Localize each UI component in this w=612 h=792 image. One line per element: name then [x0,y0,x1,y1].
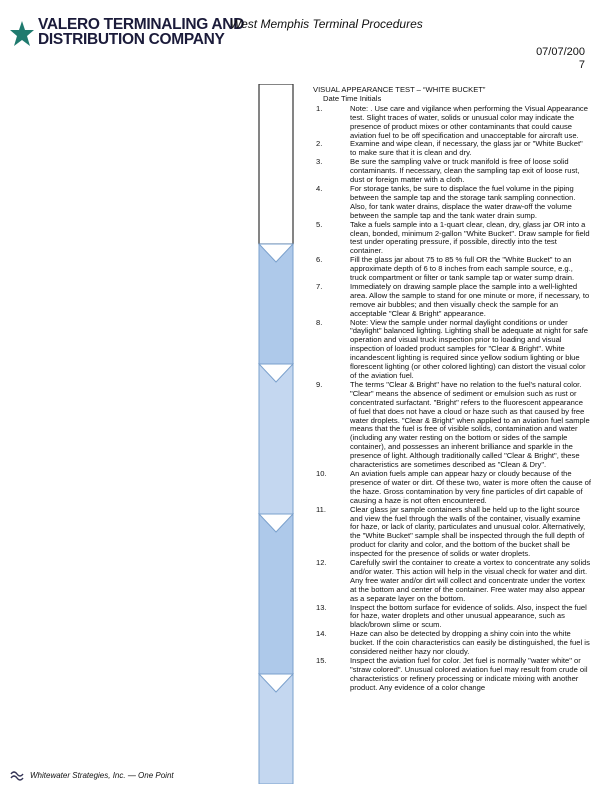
step-number: 8. [316,317,323,327]
step-text: Inspect the aviation fuel for color. Jet fuel is normally "water white" or "straw colored". Unusual colored aviation fuel may result from crude oil characteristics or refinery processing or indicate mixing with another product. Any evidence of a color change [350,656,588,692]
step-item [313,559,591,604]
step-number: 14. [316,629,327,639]
page-number: 7 [578,59,585,71]
flow-bar-segment-3 [259,514,293,674]
step-number: 5. [316,219,323,229]
step-text: Examine and wipe clean, if necessary, the glass jar or "White Bucket" to make sure that it is clean and dry. [350,139,583,158]
procedure-content [313,86,591,693]
company-name-line1: VALERO TERMINALING AND [38,16,245,33]
footer [10,770,174,782]
step-text: The terms "Clear & Bright" have no relation to the fuel's natural color. "Clear" means the absence of sediment or emulsion such as rust or concentrated surfactant. "Bright" refers to the fluorescent appearance of fuel that does not have a cloud or haze such as that caused by free water droplets. "Clear & Bright" when applied to an aviation fuel sample means that the fuel is free of visible solids, contamination and water (including any water resting on the bottom or sides of the sample container), and possesses an inherent brilliance and sparkle in the presence of light. Although traditionally called "Clear & Bright", these characteristics are sometimes described as "Clean & Dry". [350,379,590,470]
step-number: 15. [316,656,327,665]
step-number: 6. [316,255,323,265]
step-number: 3. [316,157,323,167]
company-logo [10,16,245,51]
step-text: Carefully swirl the container to create a vortex to concentrate any solids and/or water. This action will help in the visual check for water and dirt. Any free water and/or dirt will collect and concentrate under the vortex at the bottom and center of the container. Free water may also appear as a separate layer on the bottom. [350,558,591,603]
step-item [313,506,591,559]
step-text: Note: View the sample under normal daylight conditions or under "daylight" balanced lighting. Lighting shall be adequate at night for safe operation and visual truck inspection prior to loading and visual inspection of loaded product samples for "Clear & Bright". White incandescent lighting is required since yellow sodium lighting or blue florescent lighting (or other colored lighting) can distort the visual color of the aviation fuel. [350,317,589,380]
step-item [313,657,591,693]
valero-star-icon [10,21,34,47]
step-item [313,221,591,257]
step-list [313,105,591,693]
step-item [313,256,591,283]
step-number: 9. [316,379,323,389]
flow-bar-segment-2 [259,364,293,514]
step-number: 12. [316,558,327,568]
step-item [313,140,591,158]
step-text: Fill the glass jar about 75 to 85 % full OR the "White Bucket" to an approximate depth of 6 to 8 inches from each sample source, e.g., truck compartment or filter or tank sample tap or water sump drain. [350,255,575,283]
footer-text: Whitewater Strategies, Inc. — One Point [30,771,174,781]
step-item [313,319,591,381]
step-text: Clear glass jar sample containers shall be held up to the light source and view the fuel through the walls of the container, visually examine for haze, or lack of clarity, particulates and unusual color. Alternatively, the "White Bucket" sample shall be inspected through the full depth of product for clarity and color, and the bottom of the bucket shall be inspected for the presence of solids or water droplets. [350,504,586,559]
whitewater-logo-icon [10,770,26,782]
step-item [313,630,591,657]
step-number: 13. [316,602,327,612]
step-item [313,185,591,221]
signoff-columns: Date Time Initials [323,93,382,103]
step-text: Immediately on drawing sample place the sample into a well-lighted area. Allow the sample to stand for one minute or more, if necessary, to remove air bubbles; and then visually check the sample for an acceptable "Clear & Bright" appearance. [350,281,590,318]
step-item [313,604,591,631]
step-number: 1. [316,103,323,113]
step-text: Inspect the bottom surface for evidence of solids. Also, inspect the fuel for haze, water droplets and other unusual appearance, such as black/brown slime or scum. [350,602,587,630]
step-number: 2. [316,139,323,149]
document-title: West Memphis Terminal Procedures [230,17,423,31]
step-item [313,105,591,141]
document-date: 07/07/200 [536,46,585,58]
step-text: Note: . Use care and vigilance when performing the Visual Appearance test. Slight traces of water, solids or unusual color may indicate the presence of product mixes or other contaminants that could cause aviation fuel to be off specification and unacceptable for aircraft use. [350,103,588,140]
company-name-line2: DISTRIBUTION COMPANY [38,31,225,48]
step-text: An aviation fuels ample can appear hazy or cloudy because of the presence of water or dirt. Of these two, water is more often the cause of the haze. Gross contamination by very fine particles of dirt capable of causing a haze is not often encountered. [350,468,592,505]
step-text: Haze can also be detected by dropping a shiny coin into the white bucket. If the coin characteristics can easily be distinguished, the fuel is considered neither hazy nor cloudy. [350,629,590,657]
step-item [313,283,591,319]
section-title: VISUAL APPEARANCE TEST – “WHITE BUCKET” [313,85,486,94]
flow-bar-segment-top [259,84,293,244]
step-number: 4. [316,183,323,193]
step-number: 7. [316,281,323,291]
process-flow-arrow [258,84,294,784]
step-item [313,381,591,470]
step-item [313,470,591,506]
step-text: Take a fuels sample into a 1-quart clear, clean, dry, glass jar OR into a clean, bonded, minimum 2-gallon "White Bucket". Draw sample for field test under operating pressure, if possible, directly into the test container. [350,219,590,256]
step-text: For storage tanks, be sure to displace the fuel volume in the piping between the sample tap and the storage tank sampling connection. Also, for tank water drains, displace the water draw-off the volume between the sample tap and the tank water drain sump. [350,183,576,220]
step-number: 11. [316,504,326,514]
step-number: 10. [316,468,327,478]
step-item [313,158,591,185]
step-text: Be sure the sampling valve or truck manifold is free of loose solid contaminants. If necessary, clean the sampling tap exit of loose rust, dust or foreign matter with a cloth. [350,157,580,185]
